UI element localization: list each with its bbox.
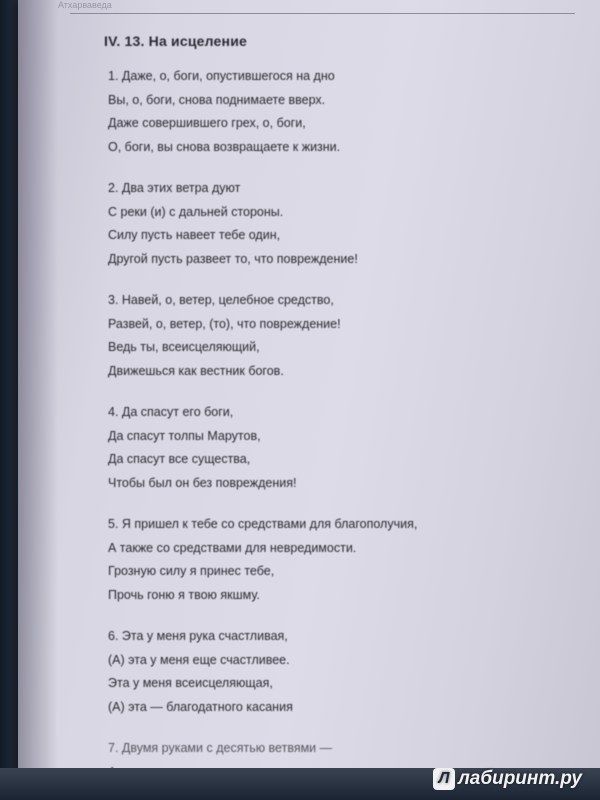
verse-line: 3. Навей, о, ветер, целебное средство, xyxy=(108,293,334,307)
verse-line: (А) эта — благодатного касания xyxy=(108,699,293,714)
stanza-1 xyxy=(108,65,508,159)
section-title: IV. 13. На исцеление xyxy=(104,33,247,49)
verse-line: С реки (и) с дальней стороны. xyxy=(108,204,284,219)
verse-line: Даже совершившего грех, о, боги, xyxy=(108,116,306,130)
verse-line: 4. Да спасут его боги, xyxy=(108,405,234,419)
watermark-text: лабиринт.ру xyxy=(457,768,582,789)
stanza-5 xyxy=(108,513,508,607)
stanza-4 xyxy=(108,401,508,495)
verse-line: Эта у меня всеисцеляющая, xyxy=(108,676,273,690)
verse-line: Грозную силу я принес тебе, xyxy=(108,564,275,578)
stanza-6 xyxy=(108,625,508,719)
verse-line: Движешься как вестник богов. xyxy=(108,363,284,378)
verse-line: 2. Два этих ветра дуют xyxy=(108,181,241,195)
verse-line: Чтобы был он без повреждения! xyxy=(108,475,297,490)
watermark xyxy=(433,768,582,790)
stanza-3 xyxy=(108,289,508,383)
book-page xyxy=(18,0,600,790)
verse-line: Развей, о, ветер, (то), что повреждение! xyxy=(108,316,341,331)
page-gutter-shadow xyxy=(18,0,58,790)
header-rule xyxy=(70,13,575,14)
verse-line: 1. Даже, о, боги, опустившегося на дно xyxy=(108,69,335,83)
verse-line: Да спасут все существа, xyxy=(108,452,251,466)
verse-line: Ведь ты, всеисцеляющий, xyxy=(108,340,260,354)
labirint-logo-icon: Л xyxy=(433,768,455,790)
stanza-2 xyxy=(108,177,508,271)
verse-line: Прочь гоню я твою якшму. xyxy=(108,587,260,602)
verse-line: Да спасут толпы Марутов, xyxy=(108,428,261,443)
running-head: Атхарваведа xyxy=(58,0,112,10)
verse-line: 6. Эта у меня рука счастливая, xyxy=(108,629,288,643)
verse-line: 5. Я пришел к тебе со средствами для благополучия, xyxy=(108,517,418,531)
poem-text xyxy=(88,33,508,790)
verse-line: Другой пусть развеет то, что повреждение! xyxy=(108,251,358,266)
verse-line: О, боги, вы снова возвращаете к жизни. xyxy=(108,139,341,154)
verse-line: 7. Двумя руками с десятью ветвями — xyxy=(108,741,333,755)
verse-line: А также со средствами для невредимости. xyxy=(108,540,357,555)
verse-line: (А) эта у меня еще счастливее. xyxy=(108,652,290,667)
verse-line: Силу пусть навеет тебе один, xyxy=(108,228,281,242)
verse-line: Вы, о, боги, снова поднимаете вверх. xyxy=(108,92,326,107)
